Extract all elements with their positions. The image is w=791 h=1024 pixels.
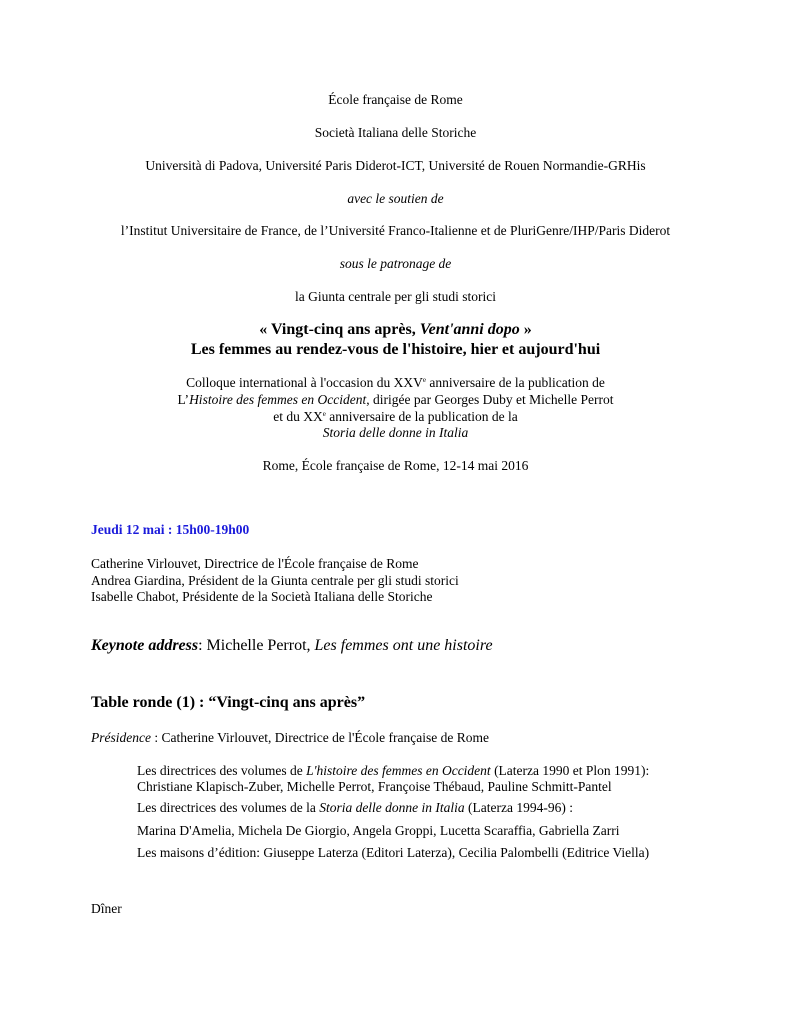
volumes-italia: Les directrices des volumes de la Storia delle donne in Italia (Laterza 1994-96) : <box>137 800 573 815</box>
title-line-1: « Vingt-cinq ans après, Vent'anni dopo » <box>259 321 532 338</box>
welcome-line-2: Andrea Giardina, Président de la Giunta centrale per gli studi storici <box>91 573 459 588</box>
org-universities: Università di Padova, Université Paris Diderot-ICT, Université de Rouen Normandie-GRHis <box>145 158 646 173</box>
volumes-italia-names: Marina D'Amelia, Michela De Giorgio, Angela Groppi, Lucetta Scaraffia, Gabriella Zarri <box>137 823 620 838</box>
table-ronde-heading: Table ronde (1) : “Vingt-cinq ans après” <box>91 694 366 711</box>
support-orgs: l’Institut Universitaire de France, de l’Université Franco-Italienne et de PluriGenre/IHP/Paris Diderot <box>120 223 671 238</box>
presidence: Présidence : Catherine Virlouvet, Directrice de l'École française de Rome <box>91 730 489 745</box>
org-sis: Società Italiana delle Storiche <box>314 125 477 140</box>
subtitle-line-1: Colloque international à l'occasion du XXVe anniversaire de la publication de <box>186 375 605 390</box>
keynote: Keynote address: Michelle Perrot, Les femmes ont une histoire <box>91 637 493 654</box>
publishers: Les maisons d’édition: Giuseppe Laterza (Editori Laterza), Cecilia Palombelli (Editrice Viella) <box>137 845 650 860</box>
place-date: Rome, École française de Rome, 12-14 mai 2016 <box>262 458 529 473</box>
volumes-occident: Les directrices des volumes de L'histoire des femmes en Occident (Laterza 1990 et Plon 1991): <box>137 763 650 778</box>
welcome-line-3: Isabelle Chabot, Présidente de la Società Italiana delle Storiche <box>91 589 433 604</box>
volumes-occident-names: Christiane Klapisch-Zuber, Michelle Perrot, Françoise Thébaud, Pauline Schmitt-Pantel <box>137 779 612 794</box>
day-heading: Jeudi 12 mai : 15h00-19h00 <box>91 522 250 537</box>
subtitle-line-3: et du XXe anniversaire de la publication de la <box>273 409 518 424</box>
patronage-org: la Giunta centrale per gli studi storici <box>295 289 496 304</box>
title-line-2: Les femmes au rendez-vous de l'histoire, hier et aujourd'hui <box>190 341 601 358</box>
diner: Dîner <box>91 901 122 916</box>
patronage-label: sous le patronage de <box>339 256 452 271</box>
subtitle-line-2: L’Histoire des femmes en Occident, dirigée par Georges Duby et Michelle Perrot <box>177 392 614 407</box>
subtitle-line-4: Storia delle donne in Italia <box>322 425 469 440</box>
org-efr: École française de Rome <box>328 92 463 107</box>
support-label: avec le soutien de <box>347 191 444 206</box>
welcome-line-1: Catherine Virlouvet, Directrice de l'École française de Rome <box>91 556 419 571</box>
